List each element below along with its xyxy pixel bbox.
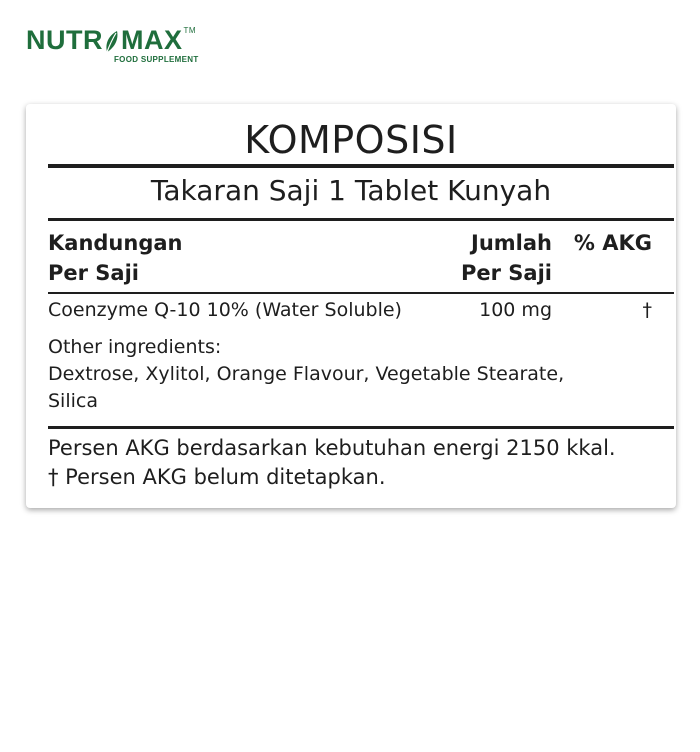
label-title: KOMPOSISI bbox=[244, 118, 458, 162]
ingredient-amount: 100 mg bbox=[479, 299, 552, 321]
ingredient-name: Coenzyme Q-10 10% (Water Soluble) bbox=[48, 299, 402, 321]
other-ingredients-line2: Silica bbox=[48, 390, 98, 412]
composition-label bbox=[26, 104, 676, 508]
footer-divider bbox=[48, 426, 674, 429]
brand-wordmark bbox=[26, 26, 226, 54]
trademark-mark: TM bbox=[183, 26, 197, 35]
header-divider bbox=[48, 292, 674, 294]
header-ingredient bbox=[48, 228, 182, 288]
footer-note-akg-basis: Persen AKG berdasarkan kebutuhan energi 2150 kkal. bbox=[48, 436, 616, 460]
header-ingredient-line1: Kandungan bbox=[48, 231, 183, 255]
footer-notes bbox=[48, 434, 616, 492]
serving-divider bbox=[48, 218, 674, 221]
footer-note-akg-undetermined: † Persen AKG belum ditetapkan. bbox=[48, 465, 386, 489]
leaf-icon bbox=[104, 30, 120, 54]
header-akg: % AKG bbox=[573, 231, 652, 255]
header-amount-line1: Jumlah bbox=[471, 231, 552, 255]
header-amount bbox=[461, 228, 552, 288]
header-amount-line2: Per Saji bbox=[461, 261, 552, 285]
serving-size: Takaran Saji 1 Tablet Kunyah bbox=[150, 174, 552, 207]
title-divider bbox=[48, 164, 674, 168]
ingredient-akg: † bbox=[642, 299, 652, 321]
other-ingredients-line1: Dextrose, Xylitol, Orange Flavour, Vegetable Stearate, bbox=[48, 363, 565, 385]
brand-logo bbox=[26, 26, 226, 64]
brand-tagline: FOOD SUPPLEMENT bbox=[114, 55, 199, 64]
header-ingredient-line2: Per Saji bbox=[48, 261, 139, 285]
other-ingredients bbox=[48, 334, 564, 415]
brand-name-left: NUTR bbox=[26, 25, 103, 55]
brand-name-right: MAX bbox=[121, 25, 183, 55]
other-ingredients-label: Other ingredients: bbox=[48, 336, 222, 358]
